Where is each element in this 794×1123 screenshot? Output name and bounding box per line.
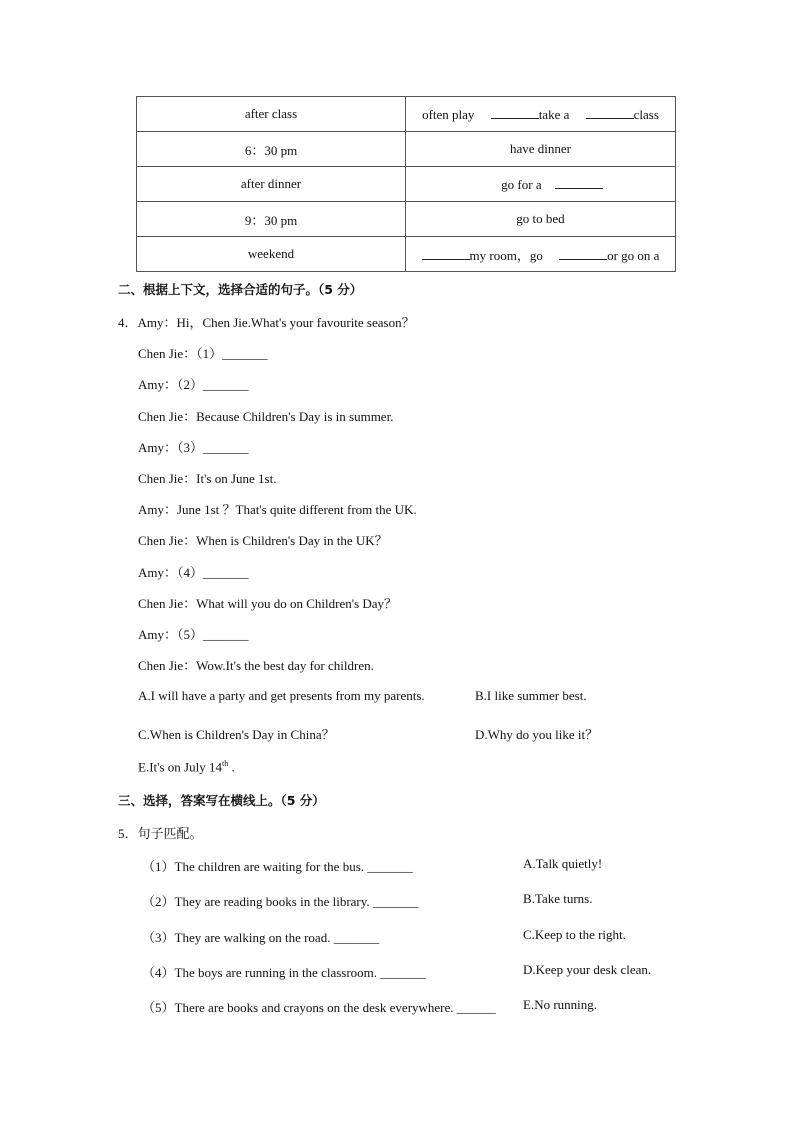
dialogue-line: Chen Jie：Because Children's Day is in summer. — [138, 409, 394, 424]
time-cell: 9：30 pm — [137, 202, 406, 237]
activity-cell — [406, 167, 676, 202]
dialogue-line: Amy：（4）_______ — [138, 565, 249, 580]
activity-text: often play — [422, 106, 475, 122]
match-sentence: （1）The children are waiting for the bus. _______ — [142, 859, 413, 874]
match-sentence: （3）They are walking on the road. _______ — [142, 930, 380, 945]
option-e — [138, 759, 235, 775]
dialogue-line: Amy：（3）_______ — [138, 440, 249, 455]
activity-text: or go on a — [607, 247, 660, 263]
activity-cell — [406, 97, 676, 132]
activity-text: go for a — [501, 176, 542, 192]
answer-blank[interactable] — [555, 176, 603, 189]
table-row — [137, 132, 676, 167]
table-row — [137, 167, 676, 202]
dialogue-line: Amy：June 1st ？That's quite different from the UK. — [138, 502, 417, 517]
option-b: B.I like summer best. — [475, 688, 587, 703]
match-option: D.Keep your desk clean. — [523, 962, 652, 977]
dialogue-line: Chen Jie：What will you do on Children's Day？ — [138, 596, 398, 611]
activity-cell: have dinner — [406, 132, 676, 167]
dialogue-line: Amy：（5）_______ — [138, 627, 249, 642]
answer-blank[interactable] — [586, 106, 634, 119]
dialogue-line: Chen Jie：When is Children's Day in the UK？ — [138, 533, 388, 548]
time-cell: 6：30 pm — [137, 132, 406, 167]
activity-text: take a — [538, 106, 570, 122]
answer-blank[interactable] — [422, 247, 470, 260]
dialogue-line: Amy：（2）_______ — [138, 377, 249, 392]
match-option: B.Take turns. — [523, 891, 593, 906]
option-e-end: . — [228, 759, 235, 775]
table-row — [137, 202, 676, 237]
dialogue-line: Chen Jie：It's on June 1st. — [138, 471, 277, 486]
activity-cell — [406, 237, 676, 272]
dialogue-line: Chen Jie：Wow.It's the best day for children. — [138, 658, 374, 673]
option-e-superscript: th — [221, 759, 229, 768]
time-cell: after dinner — [137, 167, 406, 202]
activity-text: class — [633, 106, 659, 122]
match-option: E.No running. — [523, 997, 598, 1012]
time-cell: weekend — [137, 237, 406, 272]
section-heading: 三、选择，答案写在横线上。（5 分） — [118, 793, 325, 808]
match-option: A.Talk quietly! — [523, 856, 603, 871]
activity-text: my room，go — [469, 247, 543, 263]
match-option: C.Keep to the right. — [523, 927, 626, 942]
table-row — [137, 237, 676, 272]
question-text: 4．Amy：Hi，Chen Jie.What's your favourite season？ — [118, 315, 415, 330]
option-d: D.Why do you like it？ — [475, 727, 599, 742]
activity-cell: go to bed — [406, 202, 676, 237]
match-sentence: （4）The boys are running in the classroom. _______ — [142, 965, 426, 980]
section-heading: 二、根据上下文，选择合适的句子。（5 分） — [118, 282, 363, 297]
answer-blank[interactable] — [491, 106, 539, 119]
schedule-table — [136, 96, 676, 272]
option-c: C.When is Children's Day in China？ — [138, 727, 335, 742]
answer-blank[interactable] — [559, 247, 607, 260]
time-cell: after class — [137, 97, 406, 132]
match-sentence: （2）They are reading books in the library. _______ — [142, 894, 419, 909]
table-row — [137, 97, 676, 132]
option-a: A.I will have a party and get presents from my parents. — [138, 688, 425, 703]
dialogue-line: Chen Jie：（1）_______ — [138, 346, 268, 361]
option-e-text: E.It's on July 14 — [138, 759, 222, 775]
match-sentence: （5）There are books and crayons on the desk everywhere. ______ — [142, 1000, 496, 1015]
question-text: 5．句子匹配。 — [118, 826, 203, 841]
